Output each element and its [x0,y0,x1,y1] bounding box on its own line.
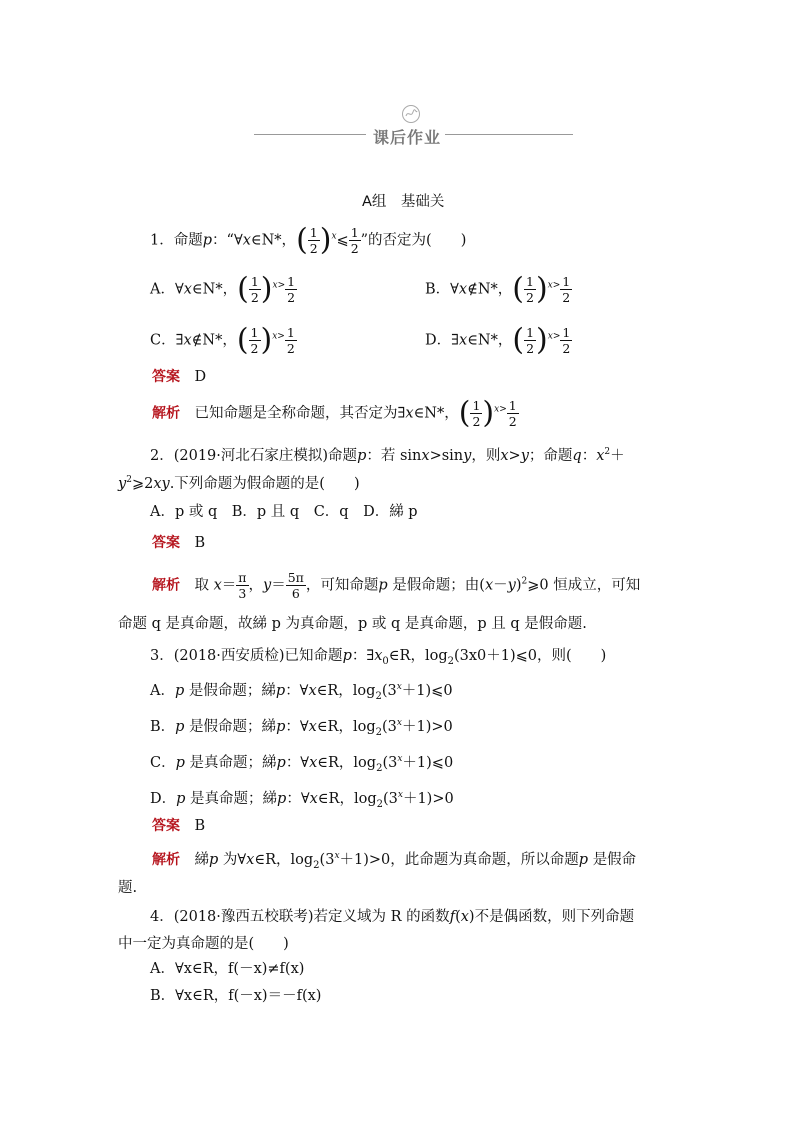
q1-option-c: C．∃x∉N*，( $\frac{1}{2}$ )$^{x>}$ $\frac{1}{2}$ [150,322,295,358]
q2-stem-line2: $y^2⩾2xy$.下列命题为假命题的是( ) [118,475,360,492]
group-title: A组 基础关 [362,194,445,210]
q3-option-c: C．p 是真命题；綈p：∀x∈R，$\log_2(3^x+1)⩽0$ [150,754,454,774]
q2-analysis-line2: 命题 q 是真命题，故綈 p 为真命题，p 或 q 是真命题，p 且 q 是假命题. [118,616,587,632]
q2-analysis-line1: 解析 取 x＝ $\frac{\pi}{3}$ ，y＝ $\frac{5\pi}{6}$ ，可知命题p 是假命题；由$(x-y)^2⩾0$ 恒成立，可知 [152,570,641,601]
answer-label: 答案 [152,535,180,551]
q3-analysis-line2: 题. [118,880,138,896]
decorative-logo-icon [401,104,421,124]
q4-option-b: B．∀x∈R，f(－x)＝－f(x) [150,988,322,1004]
q3-option-d: D．p 是真命题；綈p：∀x∈R，$\log_2(3^x+1)>0$ [150,790,454,810]
header-rule-left [254,134,366,135]
q2-answer: 答案 B [152,535,206,551]
analysis-label: 解析 [152,405,180,422]
q4-option-a: A．∀x∈R，f(－x)≠f(x) [150,961,305,977]
answer-label: 答案 [152,818,180,834]
q1-analysis: 解析 已知命题是全称命题，其否定为∃x∈N*，( $\frac{1}{2}$ )$^{x>}$ $\frac{1}{2}$ [152,395,517,431]
q1-option-b: B．∀x∉N*，( $\frac{1}{2}$ )$^{x>}$ $\frac{1}{2}$ [425,271,571,307]
header-rule-right [445,134,573,135]
q4-stem-line1: 4．(2018·豫西五校联考)若定义域为 R 的函数f(x)不是偶函数，则下列命题 [150,909,635,925]
analysis-label: 解析 [152,852,180,868]
q3-option-a: A．p 是假命题；綈p：∀x∈R，$\log_2(3^x+1)⩽0$ [150,682,453,702]
q1-option-d: D．∃x∈N*，( $\frac{1}{2}$ )$^{x>}$ $\frac{1}{2}$ [425,322,571,358]
analysis-label: 解析 [152,577,180,594]
q3-option-b: B．p 是假命题；綈p：∀x∈R，$\log_2(3^x+1)>0$ [150,718,453,738]
answer-label: 答案 [152,369,180,385]
section-title: 课后作业 [373,128,442,147]
q1-answer: 答案 D [152,369,207,385]
q3-analysis-line1: 解析 綈p 为∀x∈R，$\log_2(3^x+1)>0$，此命题为真命题，所以命题p 是假命 [152,851,637,871]
q3-stem: 3．(2018·西安质检)已知命题p：$\exists x_0\in R$，$\log_2(3x0+1)⩽0$，则( ) [150,648,607,667]
q4-stem-line2: 中一定为真命题的是( ) [118,936,289,952]
q2-options: A．p 或 q B．p 且 q C．q D．綈 p [150,504,418,520]
q1-stem: 1．命题p：“∀x∈N*，( $\frac{1}{2}$ )$^x$⩽ $\frac{1}{2}$ ”的否定为( ) [150,222,467,258]
q3-answer: 答案 B [152,818,206,834]
q1-option-a: A．∀x∈N*，( $\frac{1}{2}$ )$^{x>}$ $\frac{1}{2}$ [150,271,296,307]
q2-stem-line1: 2．(2019·河北石家庄模拟)命题p：若 sinx>siny，则x>y；命题q：$x^2+$ [150,447,625,464]
